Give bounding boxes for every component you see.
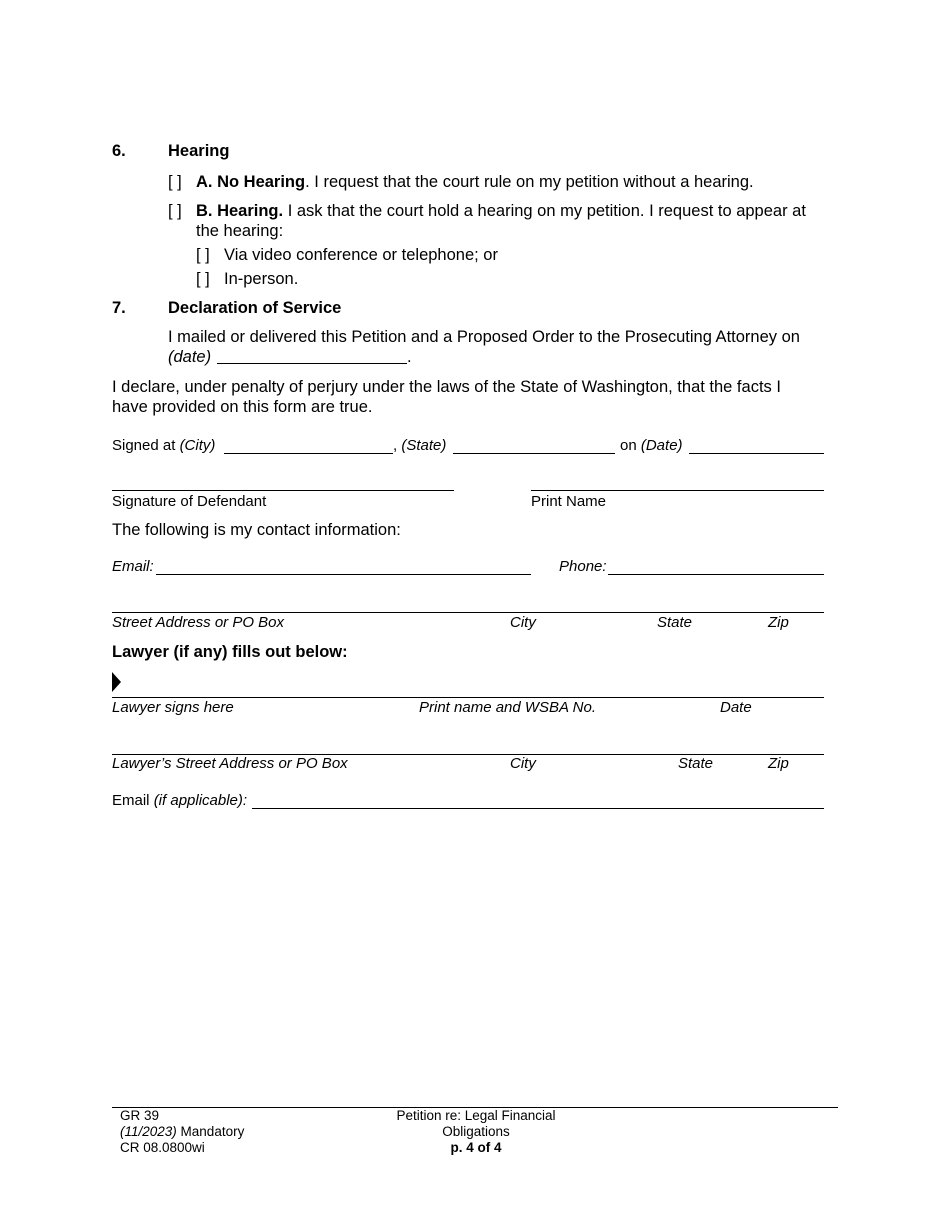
phone-label: Phone: (559, 558, 607, 575)
no-hearing-checkbox[interactable]: [ ] (168, 173, 182, 191)
hearing-label: B. Hearing. (196, 202, 284, 220)
hearing-text-cont: the hearing: (196, 222, 284, 240)
footer-title-line-2: Obligations (442, 1124, 510, 1139)
in-person-option-text: In-person. (224, 270, 299, 288)
no-hearing-option (196, 172, 754, 192)
signed-state-field[interactable] (453, 453, 615, 454)
section-7-number: 7. (112, 299, 126, 317)
lawyer-date-label: Date (720, 699, 752, 716)
service-text: I mailed or delivered this Petition and a Proposed Order to the Prosecuting Attorney on (168, 328, 800, 346)
street-label: Street Address or PO Box (112, 614, 285, 631)
signed-city-label: (City) (179, 437, 216, 454)
signed-date-field[interactable] (689, 453, 824, 454)
footer-version (120, 1124, 244, 1140)
hearing-checkbox[interactable]: [ ] (168, 202, 182, 220)
hearing-text: I ask that the court hold a hearing on my petition. I request to appear at (283, 202, 806, 220)
email-label: Email: (112, 558, 154, 575)
section-7-title: Declaration of Service (168, 299, 342, 317)
phone-field[interactable] (608, 574, 824, 575)
no-hearing-text: . I request that the court rule on my petition without a hearing. (305, 173, 754, 191)
signed-at-text: Signed at (112, 437, 180, 454)
footer-version-date: (11/2023) (120, 1124, 177, 1139)
signed-comma: , (393, 437, 402, 454)
defendant-signature-field[interactable] (112, 490, 454, 491)
lawyer-street-label: Lawyer’s Street Address or PO Box (112, 755, 348, 772)
signed-city-field[interactable] (224, 453, 393, 454)
video-checkbox[interactable]: [ ] (196, 246, 210, 264)
email-field[interactable] (156, 574, 531, 575)
state-label: State (657, 614, 693, 631)
signature-arrow-icon (112, 672, 121, 692)
city-label: City (510, 614, 536, 631)
lawyer-signs-label: Lawyer signs here (112, 699, 234, 716)
in-person-checkbox[interactable]: [ ] (196, 270, 210, 288)
lawyer-print-label: Print name and WSBA No. (419, 699, 597, 716)
footer-form-id: GR 39 (120, 1108, 160, 1123)
lawyer-heading: Lawyer (if any) fills out below: (112, 643, 348, 661)
footer-page-number: p. 4 of 4 (450, 1140, 502, 1155)
service-period: . (407, 348, 412, 366)
declaration-line-1: I declare, under penalty of perjury under the laws of the State of Washington, that the facts I (112, 378, 781, 396)
print-name-label: Print Name (531, 493, 607, 510)
service-date-field[interactable] (217, 363, 407, 364)
signed-at-label (112, 437, 215, 455)
lawyer-email-label (112, 792, 247, 810)
lawyer-signature-field[interactable] (112, 697, 824, 698)
lawyer-city-label: City (510, 755, 536, 772)
video-option-text: Via video conference or telephone; or (224, 246, 498, 264)
footer-code: CR 08.0800wi (120, 1140, 205, 1155)
footer-mandatory: Mandatory (176, 1124, 245, 1139)
defendant-signature-label: Signature of Defendant (112, 493, 267, 510)
no-hearing-label: A. No Hearing (196, 173, 306, 191)
section-6-title: Hearing (168, 142, 230, 160)
zip-label: Zip (768, 614, 789, 631)
service-date-label: (date) (168, 348, 212, 366)
lawyer-state-label: State (678, 755, 714, 772)
signed-date-label (620, 437, 683, 455)
signed-state-text: (State) (401, 437, 447, 454)
section-6-number: 6. (112, 142, 126, 160)
lawyer-email-field[interactable] (252, 808, 824, 809)
signed-on: on (620, 437, 641, 454)
lawyer-email-text: Email (112, 792, 154, 809)
footer-title-line-1: Petition re: Legal Financial (396, 1108, 556, 1123)
signed-state-label (393, 437, 446, 455)
lawyer-zip-label: Zip (768, 755, 789, 772)
address-field[interactable] (112, 612, 824, 613)
lawyer-email-note: (if applicable): (153, 792, 248, 809)
signed-date-text: (Date) (640, 437, 683, 454)
contact-intro: The following is my contact information: (112, 521, 401, 539)
print-name-field[interactable] (531, 490, 824, 491)
declaration-line-2: have provided on this form are true. (112, 398, 373, 416)
hearing-option (196, 201, 806, 221)
